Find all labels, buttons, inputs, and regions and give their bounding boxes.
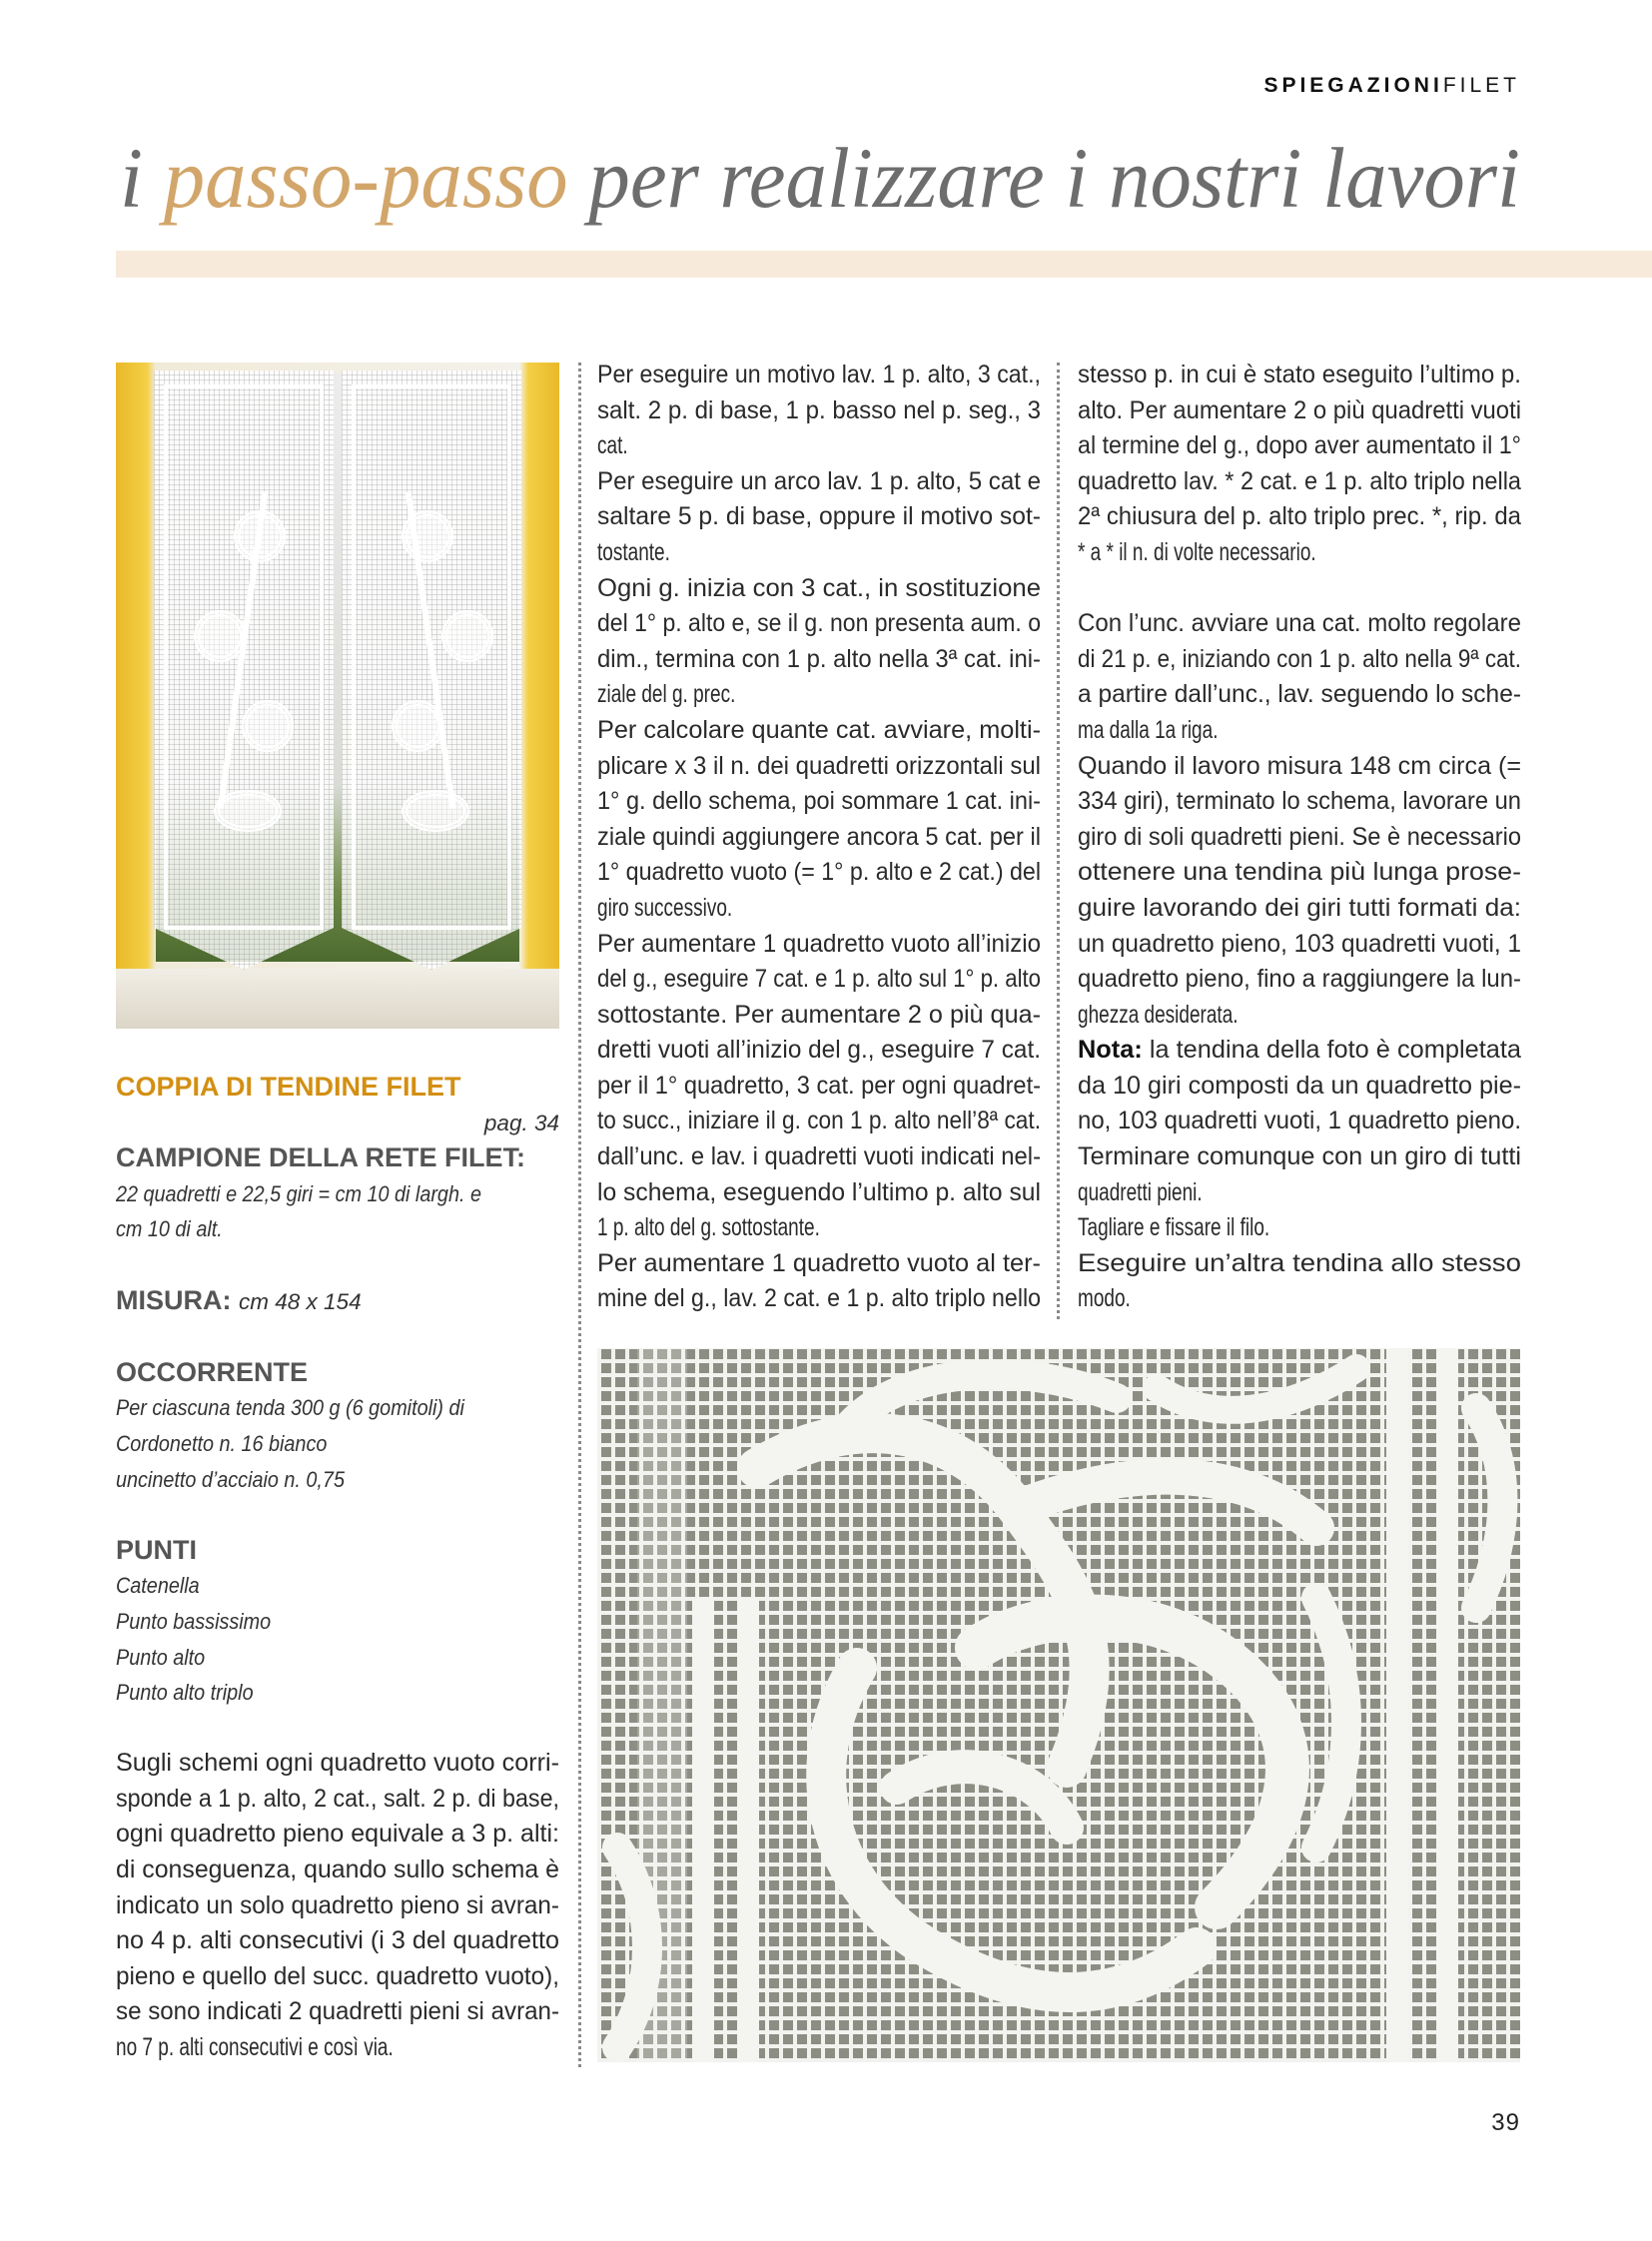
materials-line-text: uncinetto d’acciaio n. 0,75 xyxy=(116,1466,345,1492)
intro-text-line-text: indicato un solo quadretto pieno si avran- xyxy=(116,1890,559,1919)
size-value: cm 48 x 154 xyxy=(239,1288,362,1314)
curtain-photo xyxy=(116,363,559,1029)
text-line-text: quadretto pieno, fino a raggiungere la lun- xyxy=(1078,965,1521,994)
text-line-text: quadretto lav. * 2 cat. e 1 p. alto triplo nella xyxy=(1078,466,1521,495)
stitch-item-text: Punto bassissimo xyxy=(116,1608,272,1634)
intro-text-line-text: pieno e quello del succ. quadretto vuoto), xyxy=(116,1961,559,1990)
lace-detail-photo xyxy=(597,1348,1520,2062)
intro-text-line xyxy=(116,1746,559,1782)
size-row xyxy=(116,1283,559,1320)
column-divider xyxy=(578,363,581,2067)
text-line-text: da 10 giri composti da un quadretto pie- xyxy=(1078,1071,1521,1100)
title-part: i xyxy=(120,130,164,226)
materials-line-text: Per ciascuna tenda 300 g (6 gomitoli) di xyxy=(116,1395,464,1421)
text-line xyxy=(1078,393,1521,429)
paragraph xyxy=(597,358,1041,464)
text-line-text: 1° quadretto vuoto (= 1° p. alto e 2 cat.) del xyxy=(597,858,1041,887)
text-line xyxy=(1078,606,1521,642)
text-line xyxy=(597,784,1041,820)
text-line xyxy=(1078,677,1521,713)
text-line xyxy=(1078,535,1521,571)
text-line-text: mine del g., lav. 2 cat. e 1 p. alto triplo nello xyxy=(597,1284,1041,1313)
intro-text-line xyxy=(116,1994,559,2030)
title-band xyxy=(116,251,1652,278)
text-line-text: no, 103 quadretti vuoti, 1 quadretto pieno. xyxy=(1078,1107,1521,1135)
text-line-text: ma dalla 1a riga. xyxy=(1078,715,1219,744)
text-line xyxy=(1078,464,1521,500)
text-line xyxy=(1078,855,1521,891)
sample-text-line-text: cm 10 di alt. xyxy=(116,1216,223,1242)
paragraph xyxy=(597,927,1041,1246)
text-line-text: Tagliare e fissare il filo. xyxy=(1078,1213,1270,1242)
text-line xyxy=(1078,891,1521,927)
text-line xyxy=(597,606,1041,642)
text-line-text: Per eseguire un motivo lav. 1 p. alto, 3 cat., xyxy=(597,361,1041,388)
text-line xyxy=(597,1069,1041,1105)
section-header xyxy=(1263,74,1520,98)
paragraph xyxy=(597,713,1041,927)
text-line-text: Quando il lavoro misura 148 cm circa (= xyxy=(1078,751,1521,780)
text-line xyxy=(1078,962,1521,998)
text-line xyxy=(597,855,1041,891)
text-line xyxy=(1078,1033,1521,1069)
text-line-text: 334 giri), terminato lo schema, lavorare un xyxy=(1078,787,1521,816)
text-line-text: alto. Per aumentare 2 o più quadretti vuoti xyxy=(1078,395,1521,424)
text-line-text: quadretti pieni. xyxy=(1078,1177,1203,1206)
page-number: 39 xyxy=(1491,2109,1520,2136)
intro-text-line xyxy=(116,1782,559,1818)
text-line xyxy=(1078,1175,1521,1211)
text-line xyxy=(1078,998,1521,1034)
lace-panel-right xyxy=(342,371,521,970)
text-line-text: guire lavorando dei giri tutti formati da: xyxy=(1078,893,1521,922)
paragraph xyxy=(1078,358,1521,571)
text-line xyxy=(597,464,1041,500)
intro-text-line-text: no 7 p. alti consecutivi e così via. xyxy=(116,2033,394,2062)
text-line-text: giro di soli quadretti pieni. Se è necessario xyxy=(1078,822,1521,851)
text-line-text: dretti vuoti all’inizio del g., eseguire 7 cat. xyxy=(597,1036,1041,1065)
text-line-text: tostante. xyxy=(597,537,670,566)
text-line-text: modo. xyxy=(1078,1284,1131,1313)
text-line xyxy=(1078,358,1521,393)
stitches-heading: PUNTI xyxy=(116,1534,197,1565)
text-line xyxy=(597,998,1041,1034)
text-line xyxy=(597,571,1041,607)
stitch-item xyxy=(116,1568,559,1604)
materials-heading: OCCORRENTE xyxy=(116,1356,309,1387)
paragraph xyxy=(1078,606,1521,748)
text-line xyxy=(597,1175,1041,1211)
text-line xyxy=(597,749,1041,785)
text-line-text: un quadretto pieno, 103 quadretti vuoti, 1 xyxy=(1078,929,1521,958)
intro-text-line xyxy=(116,1888,559,1924)
sample-text-line-text: 22 quadretti e 22,5 giri = cm 10 di largh. e xyxy=(116,1180,481,1206)
size-label: MISURA: xyxy=(116,1284,232,1315)
sample-text-line xyxy=(116,1176,559,1212)
stitch-item-text: Catenella xyxy=(116,1573,200,1599)
title-highlight: passo-passo xyxy=(163,130,568,226)
text-line xyxy=(597,642,1041,678)
paragraph xyxy=(597,1246,1041,1317)
text-line-text: ziale quindi aggiungere ancora 5 cat. per il xyxy=(597,822,1041,851)
text-line-text: Per aumentare 1 quadretto vuoto al ter- xyxy=(597,1248,1041,1277)
text-line-text: plicare x 3 il n. dei quadretti orizzontali sul xyxy=(597,751,1041,780)
intro-text-line-text: no 4 p. alti consecutivi (i 3 del quadretto xyxy=(116,1926,559,1955)
text-line-text: dim., termina con 1 p. alto nella 3ª cat. ini- xyxy=(597,644,1041,673)
text-line xyxy=(597,677,1041,713)
paragraph xyxy=(1078,1033,1521,1210)
text-line-text: a partire dall’unc., lav. seguendo lo sche- xyxy=(1078,680,1521,709)
text-line xyxy=(1078,749,1521,785)
text-line xyxy=(1078,784,1521,820)
note-text: la tendina della foto è completata xyxy=(1142,1036,1521,1065)
intro-text-line-text: sponde a 1 p. alto, 2 cat., salt. 2 p. di base, xyxy=(116,1784,559,1813)
text-line xyxy=(597,1246,1041,1282)
paragraph xyxy=(1078,1210,1521,1246)
materials-line xyxy=(116,1426,559,1462)
text-line-text: Eseguire un’altra tendina allo stesso xyxy=(1078,1248,1521,1277)
stitch-item xyxy=(116,1640,559,1676)
text-line xyxy=(597,1033,1041,1069)
stitch-item-text: Punto alto triplo xyxy=(116,1680,254,1706)
project-title: COPPIA DI TENDINE FILET xyxy=(116,1072,461,1102)
text-line xyxy=(1078,1069,1521,1105)
text-line-text: giro successivo. xyxy=(597,893,733,922)
paragraph xyxy=(597,464,1041,571)
text-line xyxy=(597,358,1041,393)
intro-text-line-text: Sugli schemi ogni quadretto vuoto corri- xyxy=(116,1749,559,1778)
paragraph xyxy=(1078,1246,1521,1317)
text-line xyxy=(1078,1210,1521,1246)
page-reference: pag. 34 xyxy=(483,1110,559,1135)
text-line-text: di 21 p. e, iniziando con 1 p. alto nella 9ª cat. xyxy=(1078,644,1521,673)
sample-heading: CAMPIONE DELLA RETE FILET: xyxy=(116,1142,525,1173)
sample-text-line xyxy=(116,1211,559,1247)
instructions-column-2 xyxy=(1078,358,1521,1317)
text-line-text: Per calcolare quante cat. avviare, molti- xyxy=(597,715,1041,744)
title-part: per realizzare i nostri lavori xyxy=(567,130,1520,226)
text-line-text: saltare 5 p. di base, oppure il motivo sot- xyxy=(597,502,1041,531)
text-line xyxy=(1078,927,1521,963)
note-label: Nota: xyxy=(1078,1036,1143,1065)
text-line xyxy=(597,1210,1041,1246)
text-line-text: Per eseguire un arco lav. 1 p. alto, 5 cat e xyxy=(597,466,1041,495)
lace-panel-left xyxy=(154,371,334,970)
text-line xyxy=(597,713,1041,749)
text-line xyxy=(597,535,1041,571)
text-line xyxy=(1078,820,1521,856)
intro-text-line xyxy=(116,1817,559,1853)
text-line-text: Con l’unc. avviare una cat. molto regolare xyxy=(1078,609,1521,638)
materials-line-text: Cordonetto n. 16 bianco xyxy=(116,1430,328,1456)
text-line xyxy=(1078,499,1521,535)
text-line xyxy=(597,1281,1041,1317)
text-line xyxy=(1078,1246,1521,1282)
paragraph xyxy=(1078,749,1521,1034)
text-line-text: cat. xyxy=(597,431,628,460)
text-line-text: sottostante. Per aumentare 2 o più qua- xyxy=(597,1000,1041,1029)
text-line-text: * a * il n. di volte necessario. xyxy=(1078,537,1316,566)
text-line-text: ziale del g. prec. xyxy=(597,680,736,709)
materials-line xyxy=(116,1390,559,1426)
text-line-text xyxy=(1078,1033,1521,1069)
text-line xyxy=(597,428,1041,464)
text-line xyxy=(1078,1281,1521,1317)
text-line-text: lo schema, eseguendo l’ultimo p. alto sul xyxy=(597,1177,1041,1206)
text-line-text: del g., eseguire 7 cat. e 1 p. alto sul 1° p. alto xyxy=(597,965,1041,994)
text-line xyxy=(597,962,1041,998)
intro-text-line xyxy=(116,2030,559,2066)
text-line xyxy=(1078,1104,1521,1139)
text-line xyxy=(1078,428,1521,464)
column-divider xyxy=(1057,363,1060,1319)
text-line xyxy=(597,891,1041,927)
section-label-bold: SPIEGAZIONI xyxy=(1263,74,1443,97)
text-line-text: ghezza desiderata. xyxy=(1078,1000,1239,1029)
section-label: FILET xyxy=(1442,74,1520,97)
paragraph xyxy=(597,571,1041,713)
text-line xyxy=(597,1139,1041,1175)
intro-text-line xyxy=(116,1853,559,1888)
intro-text-line-text: di conseguenza, quando sullo schema è xyxy=(116,1856,559,1884)
text-line-text: 2ª chiusura del p. alto triplo prec. *, rip. da xyxy=(1078,502,1521,531)
intro-text-line-text: ogni quadretto pieno equivale a 3 p. alti: xyxy=(116,1820,559,1849)
text-line-text: 1° g. dello schema, poi sommare 1 cat. ini- xyxy=(597,787,1041,816)
project-info xyxy=(116,1070,559,2066)
text-line xyxy=(597,1104,1041,1139)
text-line xyxy=(597,820,1041,856)
text-line-text: stesso p. in cui è stato eseguito l’ultimo p. xyxy=(1078,361,1521,388)
intro-text-line-text: se sono indicati 2 quadretti pieni si avran- xyxy=(116,1997,559,2026)
text-line xyxy=(1078,642,1521,678)
page-title xyxy=(120,128,1520,228)
text-line-text: al termine del g., dopo aver aumentato il 1° xyxy=(1078,431,1521,460)
text-line xyxy=(1078,713,1521,749)
text-line-text: Ogni g. inizia con 3 cat., in sostituzione xyxy=(597,573,1041,602)
text-line xyxy=(597,927,1041,963)
text-line-text: Terminare comunque con un giro di tutti xyxy=(1078,1142,1521,1171)
text-line-text: 1 p. alto del g. sottostante. xyxy=(597,1213,820,1242)
stitch-item xyxy=(116,1675,559,1711)
intro-text-line xyxy=(116,1923,559,1959)
text-line-text: Per aumentare 1 quadretto vuoto all’inizio xyxy=(597,929,1041,958)
intro-text-line xyxy=(116,1959,559,1995)
text-line xyxy=(597,393,1041,429)
instructions-column-1 xyxy=(597,358,1041,1317)
materials-line xyxy=(116,1462,559,1498)
text-line-text: ottenere una tendina più lunga prose- xyxy=(1078,858,1521,887)
text-line-text: del 1° p. alto e, se il g. non presenta aum. o xyxy=(597,609,1041,638)
stitch-item-text: Punto alto xyxy=(116,1644,206,1670)
text-line-text: salt. 2 p. di base, 1 p. basso nel p. seg., 3 xyxy=(597,395,1041,424)
text-line-text: per il 1° quadretto, 3 cat. per ogni quadret- xyxy=(597,1071,1041,1100)
text-line-text: to succ., iniziare il g. con 1 p. alto nell’8ª cat. xyxy=(597,1107,1041,1135)
text-line xyxy=(1078,1139,1521,1175)
text-line-text: dall’unc. e lav. i quadretti vuoti indicati nel- xyxy=(597,1142,1041,1171)
stitch-item xyxy=(116,1604,559,1640)
text-line xyxy=(597,499,1041,535)
